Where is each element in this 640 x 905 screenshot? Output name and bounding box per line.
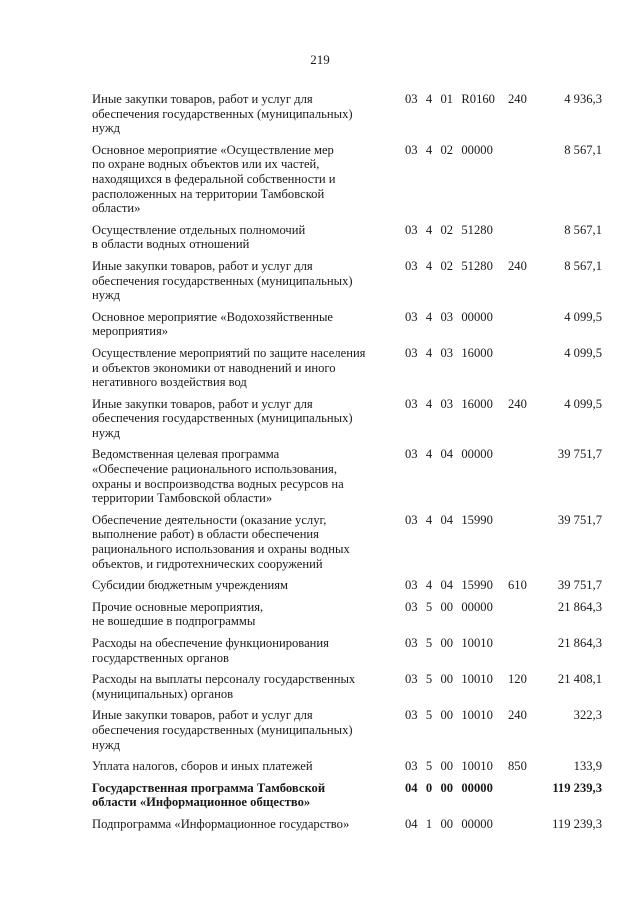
row-amount: 4 099,5 <box>564 345 602 360</box>
row-code: 03 5 00 10010 <box>405 672 493 687</box>
row-name: Иные закупки товаров, работ и услуг для обеспечения государственных (муниципальных) нужд <box>92 708 353 752</box>
row-code: 03 4 04 15990 <box>405 578 493 593</box>
row-amount: 8 567,1 <box>564 258 602 273</box>
row-amount: 4 099,5 <box>564 309 602 324</box>
row-name: Обеспечение деятельности (оказание услуг, выполнение работ) в области обеспечения рационального использования и охраны водных объектов, и гидротехнических сооружений <box>92 512 350 571</box>
row-expense-type: 240 <box>508 92 527 106</box>
row-name: Субсидии бюджетным учреждениям <box>92 578 288 593</box>
table-row <box>92 672 612 701</box>
row-amount: 4 936,3 <box>564 92 602 106</box>
row-name: Основное мероприятие «Водохозяйственные мероприятия» <box>92 309 334 339</box>
row-code: 03 4 03 16000 <box>405 396 493 411</box>
row-name: Иные закупки товаров, работ и услуг для обеспечения государственных (муниципальных) нужд <box>92 92 353 136</box>
table-row <box>92 310 612 339</box>
row-code: 03 4 04 00000 <box>405 447 493 462</box>
row-code: 03 4 02 00000 <box>405 142 493 157</box>
table-row <box>92 259 612 303</box>
row-code: 03 5 00 00000 <box>405 599 493 614</box>
row-amount: 119 239,3 <box>552 780 602 795</box>
row-code: 03 4 02 51280 <box>405 258 493 273</box>
budget-table <box>92 92 612 839</box>
row-name: Расходы на выплаты персоналу государственных (муниципальных) органов <box>92 672 356 701</box>
row-amount: 119 239,3 <box>552 816 602 831</box>
row-amount: 8 567,1 <box>564 222 602 237</box>
row-code: 03 5 00 10010 <box>405 708 493 723</box>
row-expense-type: 240 <box>508 396 527 411</box>
row-name: Иные закупки товаров, работ и услуг для обеспечения государственных (муниципальных) нужд <box>92 396 353 440</box>
row-code: 03 5 00 10010 <box>405 636 493 650</box>
row-amount: 39 751,7 <box>557 512 602 527</box>
row-code: 04 0 00 00000 <box>405 780 493 795</box>
table-row <box>92 817 612 832</box>
row-expense-type: 610 <box>508 578 527 593</box>
table-row <box>92 346 612 390</box>
row-name: Осуществление отдельных полномочий в области водных отношений <box>92 222 306 252</box>
row-code: 03 4 04 15990 <box>405 512 493 527</box>
row-amount: 39 751,7 <box>557 578 602 593</box>
row-name: Уплата налогов, сборов и иных платежей <box>92 759 313 774</box>
table-row <box>92 397 612 441</box>
row-amount: 21 864,3 <box>557 599 602 614</box>
row-amount: 39 751,7 <box>557 447 602 462</box>
table-row <box>92 759 612 774</box>
row-amount: 21 408,1 <box>557 672 602 687</box>
table-row <box>92 600 612 629</box>
row-name: Ведомственная целевая программа «Обеспечение рационального использования, охраны и воспроизводства водных ресурсов на территории Тамбовской области» <box>92 447 344 506</box>
row-code: 03 4 01 R0160 <box>405 92 495 106</box>
row-code: 03 5 00 10010 <box>405 759 493 774</box>
row-expense-type: 120 <box>508 672 527 687</box>
page-number: 219 <box>310 52 330 67</box>
row-amount: 133,9 <box>573 759 602 774</box>
table-row <box>92 92 612 136</box>
row-code: 04 1 00 00000 <box>405 816 493 831</box>
table-row <box>92 513 612 571</box>
table-row <box>92 578 612 593</box>
row-name: Подпрограмма «Информационное государство» <box>92 816 350 831</box>
row-amount: 8 567,1 <box>564 142 602 157</box>
row-amount: 21 864,3 <box>557 636 602 650</box>
row-expense-type: 240 <box>508 708 527 723</box>
row-name: Осуществление мероприятий по защите населения и объектов экономики от наводнений и иного негативного воздействия вод <box>92 345 366 390</box>
row-name: Основное мероприятие «Осуществление мер по охране водных объектов или их частей, находящихся в федеральной собственности и расположенных на территории Тамбовской области» <box>92 142 336 216</box>
row-name: Расходы на обеспечение функционирования государственных органов <box>92 636 329 665</box>
row-amount: 322,3 <box>573 708 602 723</box>
row-expense-type: 240 <box>508 258 527 273</box>
row-code: 03 4 03 16000 <box>405 345 493 360</box>
row-name: Иные закупки товаров, работ и услуг для обеспечения государственных (муниципальных) нужд <box>92 258 353 303</box>
table-row <box>92 708 612 752</box>
table-row <box>92 636 612 665</box>
row-expense-type: 850 <box>508 759 527 774</box>
row-name: Государственная программа Тамбовской области «Информационное общество» <box>92 780 326 810</box>
table-row <box>92 447 612 505</box>
table-row <box>92 143 612 216</box>
row-amount: 4 099,5 <box>564 396 602 411</box>
table-row <box>92 223 612 252</box>
row-code: 03 4 02 51280 <box>405 222 493 237</box>
row-code: 03 4 03 00000 <box>405 309 493 324</box>
row-name: Прочие основные мероприятия, не вошедшие в подпрограммы <box>92 599 264 629</box>
table-row <box>92 781 612 810</box>
